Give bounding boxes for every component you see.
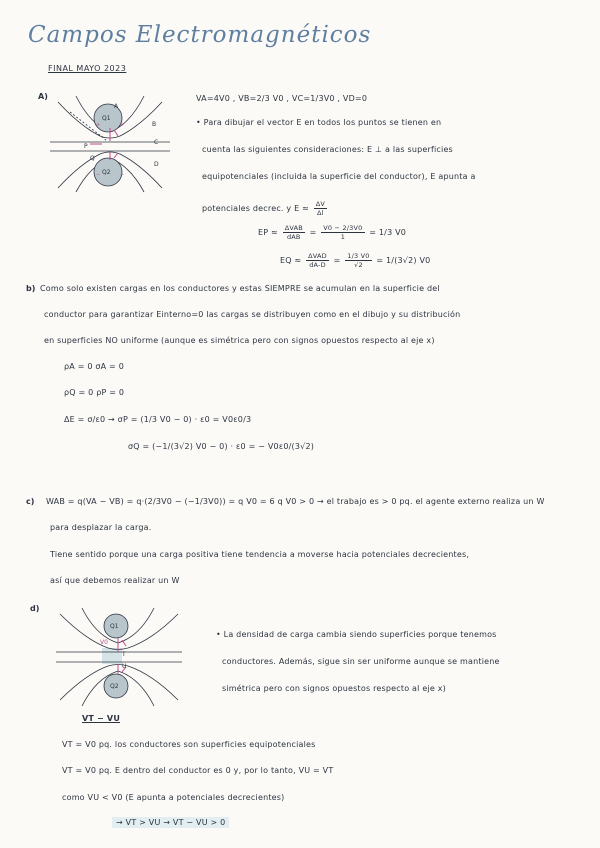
part-d-result: → VT > VU → VT − VU > 0 [112,818,229,828]
part-d-line-3: como VU < V0 (E apunta a potenciales decrecientes) [62,793,285,802]
field-diagram-a [50,96,170,192]
part-b-row-1: ρA = 0 σA = 0 [64,362,124,371]
part-c-line-4: así que debemos realizar un W [50,576,180,585]
field-diagram-d [56,608,182,706]
point-u-label: U [122,663,127,670]
part-a-given: VA=4V0 , VB=2/3 V0 , VC=1/3V0 , VD=0 [196,94,368,103]
svg-text:−: − [120,172,125,178]
point-t-label: T [122,651,126,658]
part-b-line-3: en superficies NO uniforme (aunque es simétrica pero con signos opuestos respecto al eje x) [44,336,435,345]
surface-a-label: A [114,103,119,110]
part-d-note-3: simétrica pero con signos opuestos respecto al eje x) [222,684,446,693]
v0-label: V0 [100,639,108,646]
part-b-delta-e: ΔE = σ/ε0 → σP = (1/3 V0 − 0) · ε0 = V0ε0/3 [64,415,252,424]
q1-label: Q1 [102,115,111,122]
part-b-sigma-q: σQ = (−1/(3√2) V0 − 0) · ε0 = − V0ε0/(3√2) [128,442,315,451]
part-b-line-2: conductor para garantizar Einterno=0 las cargas se distribuyen como en el dibujo y su distribución [44,310,461,319]
part-c-line-1: WAB = q(VA − VB) = q·(2/3V0 − (−1/3V0)) = q V0 = 6 q V0 > 0 → el trabajo es > 0 pq. el agente externo realiza un W [46,497,545,506]
part-d-line-1: VT = V0 pq. los conductores son superficies equipotenciales [62,740,316,749]
svg-text:+: + [96,122,101,128]
part-d-line-2: VT = V0 pq. E dentro del conductor es 0 y, por lo tanto, VU = VT [62,766,334,775]
part-a-line-3: equipotenciales (incluida la superficie del conductor), E apunta a [202,172,476,181]
part-b-line-1: Como solo existen cargas en los conductores y estas SIEMPRE se acumulan en la superficie del [40,284,440,293]
part-c-line-3: Tiene sentido porque una carga positiva tiene tendencia a moverse hacia potenciales decrecientes, [50,550,470,559]
part-d-label: d) [30,604,40,613]
part-a-line-1: • Para dibujar el vector E en todos los puntos se tienen en [196,118,442,127]
page-title: Campos Electromagnéticos [28,22,372,48]
q2-label-d: Q2 [110,683,119,690]
surface-d-label: D [154,161,159,168]
surface-c-label: C [154,139,159,146]
part-a-line-2: cuenta las siguientes consideraciones: E ⊥ a las superficies [202,145,453,154]
svg-text:−: − [96,172,101,178]
part-d-note-2: conductores. Además, sigue sin ser uniforme aunque se mantiene [222,657,500,666]
part-b-label: b) [26,284,36,293]
part-a-line-4: potenciales decrec. y E ≈ $\frac{\Delta V}{\Delta l}$ [202,200,326,217]
svg-text:+: + [120,122,125,128]
point-p-label: P [84,143,88,150]
part-b-row-2: ρQ = 0 ρP = 0 [64,388,125,397]
part-c-label: c) [26,497,35,506]
part-c-line-2: para desplazar la carga. [50,523,152,532]
q2-label: Q2 [102,169,111,176]
exam-subtitle: FINAL MAYO 2023 [48,64,127,73]
part-d-note-1: • La densidad de carga cambia siendo superficies porque tenemos [216,630,497,639]
q1-label-d: Q1 [110,623,119,630]
surface-b-label: B [152,121,157,128]
eq-ep: EP ≈ $\frac{\text{ΔVAB}}{\text{dAB}}$ = $\frac{V0 - 2/3V0}{1}$ = 1/3 V0 [258,224,407,241]
point-q-label: Q [90,155,95,162]
part-d-subheading: VT − VU [82,714,121,723]
part-a-label: A) [38,92,48,101]
eq-eq: EQ ≈ $\frac{\text{ΔVAD}}{dA-D}$ = $\frac{1/3 V0}{√2}$ = 1/(3√2) V0 [280,252,431,269]
